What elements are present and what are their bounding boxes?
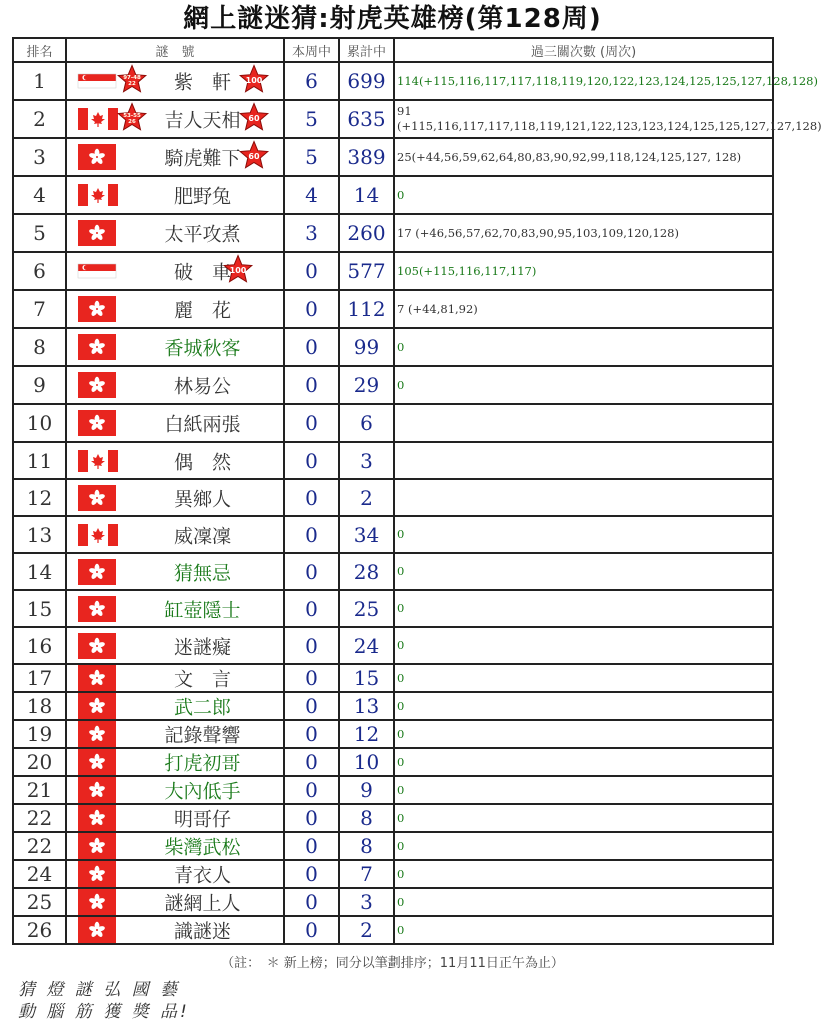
- svg-text:26: 26: [128, 119, 136, 125]
- canada-flag-icon: [78, 108, 118, 130]
- player-name: 紫 軒: [173, 71, 231, 94]
- rank-cell: 1: [13, 62, 66, 100]
- player-name: 太平攻煮: [164, 223, 241, 246]
- total-score-cell: 28: [339, 553, 394, 590]
- total-score-cell: 34: [339, 516, 394, 553]
- rank-cell: 12: [13, 479, 66, 516]
- rank-cell: 4: [13, 176, 66, 214]
- svg-text:100: 100: [245, 76, 263, 85]
- header-rank: 排名: [13, 38, 66, 62]
- player-name: 打虎初哥: [164, 752, 241, 775]
- table-row: [13, 100, 773, 138]
- hong-kong-flag-icon: [78, 144, 116, 170]
- rank-cell: 16: [13, 627, 66, 664]
- total-score-cell: 12: [339, 720, 394, 748]
- table-row: [13, 62, 773, 100]
- header-name: 謎 號: [66, 38, 284, 62]
- header-history: 過三關次數 (周次): [394, 38, 773, 62]
- rank-cell: 21: [13, 776, 66, 804]
- history-cell: 0: [394, 664, 773, 692]
- history-cell: 0: [394, 366, 773, 404]
- player-name: 文 言: [173, 668, 231, 691]
- player-name: 大內低手: [164, 780, 241, 803]
- week-score-cell: 4: [284, 176, 339, 214]
- rank-cell: 25: [13, 888, 66, 916]
- hong-kong-flag-icon: [78, 889, 116, 915]
- table-row: [13, 404, 773, 442]
- history-cell: 17 (+46,56,57,62,70,83,90,95,103,109,120,128): [394, 214, 773, 252]
- week-score-cell: 0: [284, 916, 339, 944]
- singapore-flag-icon: [78, 264, 116, 278]
- total-score-cell: 2: [339, 916, 394, 944]
- total-score-cell: 6: [339, 404, 394, 442]
- table-row: [13, 748, 773, 776]
- player-name: 缸壺隱士: [164, 599, 241, 621]
- rank-cell: 3: [13, 138, 66, 176]
- star-badge-icon: [239, 64, 269, 98]
- total-score-cell: 10: [339, 748, 394, 776]
- week-score-cell: 0: [284, 692, 339, 720]
- total-score-cell: 13: [339, 692, 394, 720]
- hong-kong-flag-icon: [78, 410, 116, 436]
- hong-kong-flag-icon: [78, 334, 116, 360]
- player-name: 猜無忌: [173, 562, 231, 584]
- header-week: 本周中: [284, 38, 339, 62]
- rank-cell: 10: [13, 404, 66, 442]
- week-score-cell: 3: [284, 214, 339, 252]
- total-score-cell: 3: [339, 442, 394, 479]
- week-score-cell: 0: [284, 404, 339, 442]
- week-score-cell: 5: [284, 138, 339, 176]
- week-score-cell: 0: [284, 804, 339, 832]
- singapore-flag-icon: [78, 74, 116, 88]
- table-row: [13, 553, 773, 590]
- name-cell: [66, 442, 284, 479]
- hong-kong-flag-icon: [78, 372, 116, 398]
- hong-kong-flag-icon: [78, 805, 116, 831]
- name-cell: [66, 138, 284, 176]
- name-cell: [66, 366, 284, 404]
- history-cell: 0: [394, 720, 773, 748]
- table-row: [13, 627, 773, 664]
- table-row: [13, 720, 773, 748]
- name-cell: [66, 590, 284, 627]
- name-cell: [66, 860, 284, 888]
- name-cell: [66, 328, 284, 366]
- svg-text:97-48: 97-48: [123, 75, 141, 81]
- table-row: [13, 776, 773, 804]
- total-score-cell: 15: [339, 664, 394, 692]
- svg-text:53-55: 53-55: [123, 113, 141, 119]
- hong-kong-flag-icon: [78, 220, 116, 246]
- total-score-cell: 2: [339, 479, 394, 516]
- hong-kong-flag-icon: [78, 296, 116, 322]
- rank-cell: 26: [13, 916, 66, 944]
- hong-kong-flag-icon: [78, 749, 116, 775]
- name-cell: [66, 888, 284, 916]
- history-cell: 0: [394, 860, 773, 888]
- leaderboard-table: [12, 37, 822, 945]
- player-name: 武二郎: [173, 696, 231, 719]
- player-name: 柴灣武松: [164, 836, 241, 859]
- hong-kong-flag-icon: [78, 693, 116, 719]
- name-cell: [66, 252, 284, 290]
- star-badge-icon: [223, 254, 253, 288]
- hong-kong-flag-icon: [78, 721, 116, 747]
- name-cell: [66, 832, 284, 860]
- total-score-cell: 112: [339, 290, 394, 328]
- table-row: [13, 516, 773, 553]
- hong-kong-flag-icon: [78, 917, 116, 943]
- history-cell: 105(+115,116,117,117): [394, 252, 773, 290]
- table-row: [13, 664, 773, 692]
- week-score-cell: 0: [284, 479, 339, 516]
- hong-kong-flag-icon: [78, 777, 116, 803]
- table-row: [13, 290, 773, 328]
- total-score-cell: 25: [339, 590, 394, 627]
- table-row: [13, 860, 773, 888]
- hong-kong-flag-icon: [78, 833, 116, 859]
- week-score-cell: 0: [284, 720, 339, 748]
- table-row: [13, 804, 773, 832]
- name-cell: [66, 404, 284, 442]
- history-cell: 0: [394, 804, 773, 832]
- player-name: 林易公: [173, 375, 231, 398]
- total-score-cell: 24: [339, 627, 394, 664]
- table-row: [13, 479, 773, 516]
- week-score-cell: 0: [284, 776, 339, 804]
- name-cell: [66, 62, 284, 100]
- hong-kong-flag-icon: [78, 633, 116, 659]
- table-row: [13, 252, 773, 290]
- name-cell: [66, 553, 284, 590]
- name-cell: [66, 776, 284, 804]
- name-cell: [66, 916, 284, 944]
- footnote: （註： ＊ 新上榜；同分以筆劃排序；11月11日正午為止）: [221, 956, 564, 971]
- rank-cell: 19: [13, 720, 66, 748]
- name-cell: [66, 290, 284, 328]
- player-name: 騎虎難下: [164, 147, 241, 170]
- hong-kong-flag-icon: [78, 665, 116, 691]
- hong-kong-flag-icon: [78, 559, 116, 585]
- player-name: 識謎迷: [173, 920, 231, 943]
- rank-cell: 13: [13, 516, 66, 553]
- week-score-cell: 0: [284, 366, 339, 404]
- week-score-cell: 0: [284, 590, 339, 627]
- history-cell: 7 (+44,81,92): [394, 290, 773, 328]
- player-name: 吉人天相: [164, 109, 241, 132]
- history-cell: 0: [394, 176, 773, 214]
- player-name: 白紙兩張: [164, 413, 241, 436]
- history-cell: 0: [394, 916, 773, 944]
- table-row: [13, 692, 773, 720]
- history-cell: 91 (+115,116,117,117,118,119,121,122,123,123,124,125,125,127,127,128): [394, 100, 773, 138]
- history-cell: 114(+115,116,117,117,118,119,120,122,123,124,125,125,127,128,128): [394, 62, 773, 100]
- week-score-cell: 0: [284, 442, 339, 479]
- name-cell: [66, 100, 284, 138]
- history-cell: 0: [394, 748, 773, 776]
- history-cell: 0: [394, 692, 773, 720]
- week-score-cell: 0: [284, 860, 339, 888]
- history-cell: 0: [394, 776, 773, 804]
- rank-cell: 7: [13, 290, 66, 328]
- player-name: 破 車: [173, 261, 231, 284]
- total-score-cell: 9: [339, 776, 394, 804]
- name-cell: [66, 627, 284, 664]
- name-cell: [66, 516, 284, 553]
- table-row: [13, 916, 773, 944]
- rank-cell: 18: [13, 692, 66, 720]
- table-row: [13, 832, 773, 860]
- total-score-cell: 389: [339, 138, 394, 176]
- player-name: 迷謎癡: [173, 636, 231, 658]
- rank-cell: 8: [13, 328, 66, 366]
- table-row: [13, 176, 773, 214]
- svg-text:60: 60: [248, 152, 260, 161]
- header-row: [13, 38, 773, 62]
- svg-text:22: 22: [128, 81, 136, 87]
- history-cell: 0: [394, 516, 773, 553]
- total-score-cell: 8: [339, 804, 394, 832]
- total-score-cell: 14: [339, 176, 394, 214]
- total-score-cell: 99: [339, 328, 394, 366]
- week-score-cell: 0: [284, 290, 339, 328]
- canada-flag-icon: [78, 450, 118, 472]
- rank-cell: 14: [13, 553, 66, 590]
- player-name: 麗 花: [173, 299, 231, 322]
- player-name: 記錄聲響: [164, 724, 241, 747]
- total-score-cell: 635: [339, 100, 394, 138]
- total-score-cell: 8: [339, 832, 394, 860]
- history-cell: 0: [394, 590, 773, 627]
- player-name: 肥野兔: [173, 185, 231, 208]
- hong-kong-flag-icon: [78, 485, 116, 511]
- week-score-cell: 0: [284, 328, 339, 366]
- table-row: [13, 590, 773, 627]
- history-cell: 0: [394, 328, 773, 366]
- player-name: 威凜凜: [173, 525, 231, 547]
- svg-text:100: 100: [229, 266, 247, 275]
- table-row: [13, 138, 773, 176]
- history-cell: 0: [394, 888, 773, 916]
- slogan-line-1: 猜 燈 謎 弘 國 藝: [18, 980, 181, 1000]
- week-score-cell: 0: [284, 748, 339, 776]
- canada-flag-icon: [78, 524, 118, 546]
- rank-cell: 24: [13, 860, 66, 888]
- week-score-cell: 0: [284, 627, 339, 664]
- week-score-cell: 0: [284, 553, 339, 590]
- svg-text:60: 60: [248, 114, 260, 123]
- history-cell: 0: [394, 832, 773, 860]
- history-cell: [394, 479, 773, 516]
- player-name: 謎網上人: [164, 892, 241, 915]
- week-score-cell: 0: [284, 252, 339, 290]
- player-name: 明哥仔: [173, 808, 231, 831]
- rank-cell: 15: [13, 590, 66, 627]
- week-score-cell: 6: [284, 62, 339, 100]
- star-badge-icon: [239, 102, 269, 136]
- page-title: 網上謎迷猜:射虎英雄榜(第128周): [183, 4, 602, 34]
- name-cell: [66, 804, 284, 832]
- table-row: [13, 888, 773, 916]
- history-cell: [394, 442, 773, 479]
- total-score-cell: 29: [339, 366, 394, 404]
- total-score-cell: 577: [339, 252, 394, 290]
- slogan-line-2: 動 腦 筋 獲 獎 品!: [18, 1002, 190, 1022]
- history-cell: 0: [394, 553, 773, 590]
- hong-kong-flag-icon: [78, 596, 116, 622]
- name-cell: [66, 664, 284, 692]
- rank-cell: 22: [13, 832, 66, 860]
- rank-cell: 5: [13, 214, 66, 252]
- name-cell: [66, 748, 284, 776]
- week-score-cell: 0: [284, 664, 339, 692]
- player-name: 異鄉人: [173, 488, 231, 510]
- total-score-cell: 699: [339, 62, 394, 100]
- star-badge-icon: [117, 102, 147, 136]
- total-score-cell: 3: [339, 888, 394, 916]
- player-name: 香城秋客: [164, 337, 241, 360]
- week-score-cell: 5: [284, 100, 339, 138]
- rank-cell: 9: [13, 366, 66, 404]
- rank-cell: 17: [13, 664, 66, 692]
- total-score-cell: 260: [339, 214, 394, 252]
- week-score-cell: 0: [284, 832, 339, 860]
- rank-cell: 20: [13, 748, 66, 776]
- rank-cell: 22: [13, 804, 66, 832]
- history-cell: 0: [394, 627, 773, 664]
- star-badge-icon: [239, 140, 269, 174]
- rank-cell: 11: [13, 442, 66, 479]
- total-score-cell: 7: [339, 860, 394, 888]
- name-cell: [66, 479, 284, 516]
- star-badge-icon: [117, 64, 147, 98]
- name-cell: [66, 720, 284, 748]
- week-score-cell: 0: [284, 516, 339, 553]
- name-cell: [66, 176, 284, 214]
- rank-cell: 6: [13, 252, 66, 290]
- name-cell: [66, 214, 284, 252]
- player-name: 偶 然: [173, 451, 231, 473]
- table-row: [13, 214, 773, 252]
- hong-kong-flag-icon: [78, 861, 116, 887]
- history-cell: [394, 404, 773, 442]
- history-cell: 25(+44,56,59,62,64,80,83,90,92,99,118,124,125,127, 128): [394, 138, 773, 176]
- table-row: [13, 442, 773, 479]
- player-name: 青衣人: [173, 864, 231, 887]
- name-cell: [66, 692, 284, 720]
- rank-cell: 2: [13, 100, 66, 138]
- table-row: [13, 328, 773, 366]
- table-row: [13, 366, 773, 404]
- week-score-cell: 0: [284, 888, 339, 916]
- header-total: 累計中: [339, 38, 394, 62]
- canada-flag-icon: [78, 184, 118, 206]
